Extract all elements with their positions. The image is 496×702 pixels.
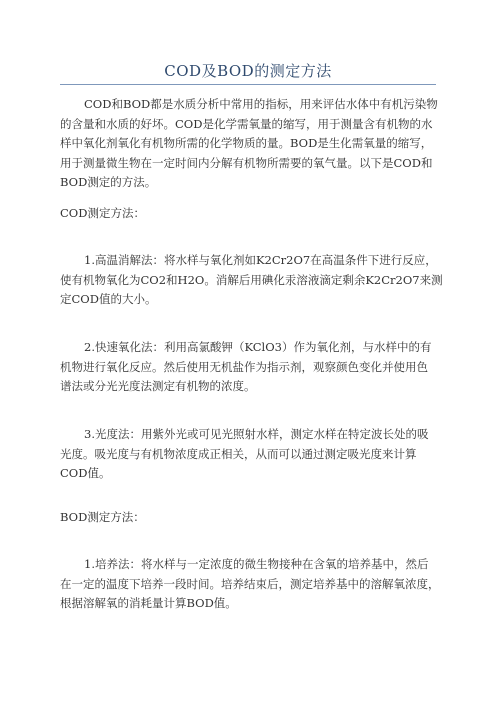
cod-method-1 xyxy=(60,251,443,310)
intro-line: BOD测定的方法。 xyxy=(60,175,157,189)
intro-line: 的含量和水质的好坏。COD是化学需氧量的缩写，用于测量含有机物的水 xyxy=(60,116,433,131)
title-underline xyxy=(60,84,436,85)
cod-method-2 xyxy=(60,338,440,397)
intro-line: 样中氧化剂氧化有机物所需的化学物质的量。BOD是生化需氧量的缩写， xyxy=(60,136,433,150)
intro-paragraph xyxy=(60,95,440,193)
cod-method-3 xyxy=(60,425,440,484)
intro-line: COD和BOD都是水质分析中常用的指标，用来评估水体中有机污染物 xyxy=(84,97,438,111)
intro-line: 用于测量微生物在一定时间内分解有机物所需要的氧气量。以下是COD和 xyxy=(60,155,433,170)
paragraph-line: 使有机物氧化为CO2和H2O。消解后用碘化汞溶液滴定剩余K2Cr2O7来测 xyxy=(60,272,443,287)
paragraph-line: 定COD值的大小。 xyxy=(60,292,157,306)
paragraph-line: 谱法或分光光度法测定有机物的浓度。 xyxy=(60,379,256,393)
paragraph-line: 3.光度法：用紫外光或可见光照射水样，测定水样在特定波长处的吸 xyxy=(84,427,429,441)
paragraph-line: 1.高温消解法：将水样与氧化剂如K2Cr2O7在高温条件下进行反应， xyxy=(84,253,437,267)
cod-heading: COD测定方法： xyxy=(60,206,145,220)
paragraph-line: COD值。 xyxy=(60,466,111,480)
bod-section-heading xyxy=(60,508,440,528)
paragraph-line: 机物进行氧化反应。然后使用无机盐作为指示剂，观察颜色变化并使用色 xyxy=(60,359,428,374)
paragraph-line: 在一定的温度下培养一段时间。培养结束后，测定培养基中的溶解氧浓度， xyxy=(60,576,440,591)
bod-method-1 xyxy=(60,555,440,614)
paragraph-line: 根据溶解氧的消耗量计算BOD值。 xyxy=(60,596,237,610)
bod-heading: BOD测定方法： xyxy=(60,510,145,524)
paragraph-line: 1.培养法：将水样与一定浓度的微生物接种在含氧的培养基中，然后 xyxy=(84,557,429,571)
paragraph-line: 光度。吸光度与有机物浓度成正相关，从而可以通过测定吸光度来计算 xyxy=(60,446,417,461)
paragraph-line: 2.快速氧化法：利用高氯酸钾（KClO3）作为氧化剂，与水样中的有 xyxy=(84,340,432,354)
cod-section-heading xyxy=(60,204,440,224)
document-title: COD及BOD的测定方法 xyxy=(164,62,332,80)
